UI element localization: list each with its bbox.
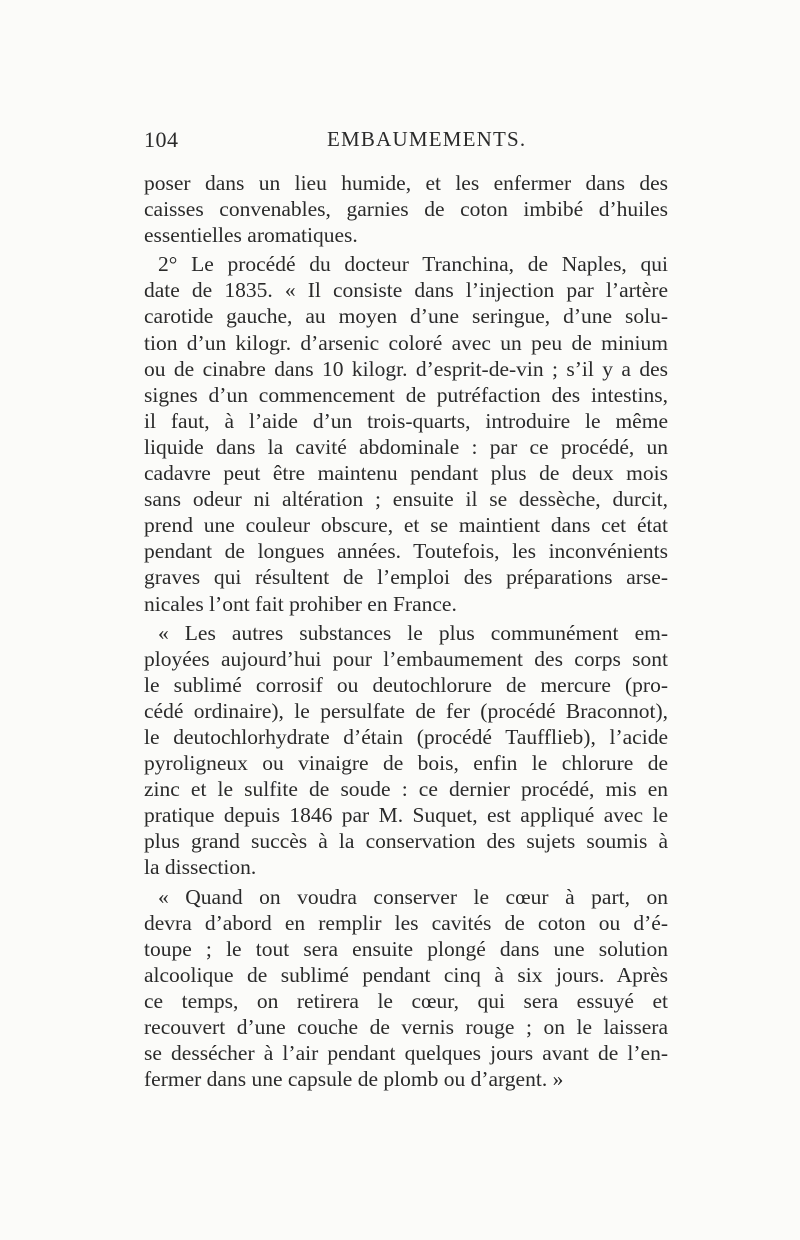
text-line: alcoolique de sublimé pendant cinq à six jours. Après: [144, 962, 668, 987]
text-line: 2° Le procédé du docteur Tranchina, de Naples, qui: [158, 252, 668, 277]
paragraph-3: [144, 620, 668, 881]
running-head: [144, 127, 668, 163]
paragraph-2: [144, 251, 668, 616]
text-line: date de 1835. « Il consiste dans l’injection par l’artère: [144, 278, 668, 303]
text-line: poser dans un lieu humide, et les enfermer dans des: [144, 171, 668, 195]
paragraph-1: [144, 170, 668, 248]
text-line: plus grand succès à la conservation des sujets soumis à: [144, 829, 668, 854]
text-line: ce temps, on retirera le cœur, qui sera essuyé et: [144, 988, 668, 1013]
text-line: le sublimé corrosif ou deutochlorure de mercure (pro-: [144, 672, 668, 697]
text-line: graves qui résultent de l’emploi des préparations arse-: [144, 565, 668, 590]
text-line: zinc et le sulfite de soude : ce dernier procédé, mis en: [144, 777, 668, 802]
text-line: toupe ; le tout sera ensuite plongé dans une solution: [144, 936, 668, 961]
paragraph-4: [144, 884, 668, 1093]
text-line: tion d’un kilogr. d’arsenic coloré avec un peu de minium: [144, 330, 668, 355]
text-line: ployées aujourd’hui pour l’embaumement des corps sont: [144, 646, 668, 671]
text-line: pendant de longues années. Toutefois, les inconvénients: [144, 539, 668, 564]
text-line: essentielles aromatiques.: [144, 223, 358, 248]
text-line: « Quand on voudra conserver le cœur à part, on: [158, 884, 668, 909]
text-line: nicales l’ont fait prohiber en France.: [144, 591, 457, 616]
text-line: il faut, à l’aide d’un trois-quarts, introduire le même: [144, 408, 668, 433]
text-line: le deutochlorhydrate d’étain (procédé Taufflieb), l’acide: [144, 724, 668, 749]
text-line: pratique depuis 1846 par M. Suquet, est appliqué avec le: [144, 803, 668, 828]
text-line: la dissection.: [144, 855, 257, 880]
text-line: liquide dans la cavité abdominale : par ce procédé, un: [144, 434, 668, 459]
body-text: [144, 170, 668, 1092]
running-title: EMBAUMEMENTS.: [327, 127, 527, 151]
page-number: 104: [144, 127, 179, 152]
text-line: cadavre peut être maintenu pendant plus de deux mois: [144, 461, 668, 486]
text-line: fermer dans une capsule de plomb ou d’argent. »: [144, 1067, 564, 1092]
text-line: signes d’un commencement de putréfaction des intestins,: [144, 382, 668, 407]
text-line: carotide gauche, au moyen d’une seringue, d’une solu-: [144, 304, 668, 329]
text-line: caisses convenables, garnies de coton imbibé d’huiles: [144, 197, 668, 222]
text-line: pyroligneux ou vinaigre de bois, enfin le chlorure de: [144, 751, 668, 776]
text-line: recouvert d’une couche de vernis rouge ; on le laissera: [144, 1015, 668, 1039]
text-line: devra d’abord en remplir les cavités de coton ou d’é-: [144, 910, 668, 935]
text-line: sans odeur ni altération ; ensuite il se dessèche, durcit,: [144, 487, 668, 512]
text-line: prend une couleur obscure, et se maintient dans cet état: [144, 513, 668, 538]
text-line: se dessécher à l’air pendant quelques jours avant de l’en-: [144, 1041, 668, 1066]
text-line: cédé ordinaire), le persulfate de fer (procédé Braconnot),: [144, 698, 668, 723]
text-line: ou de cinabre dans 10 kilogr. d’esprit-de-vin ; s’il y a des: [144, 356, 668, 381]
text-line: « Les autres substances le plus communément em-: [158, 620, 668, 645]
